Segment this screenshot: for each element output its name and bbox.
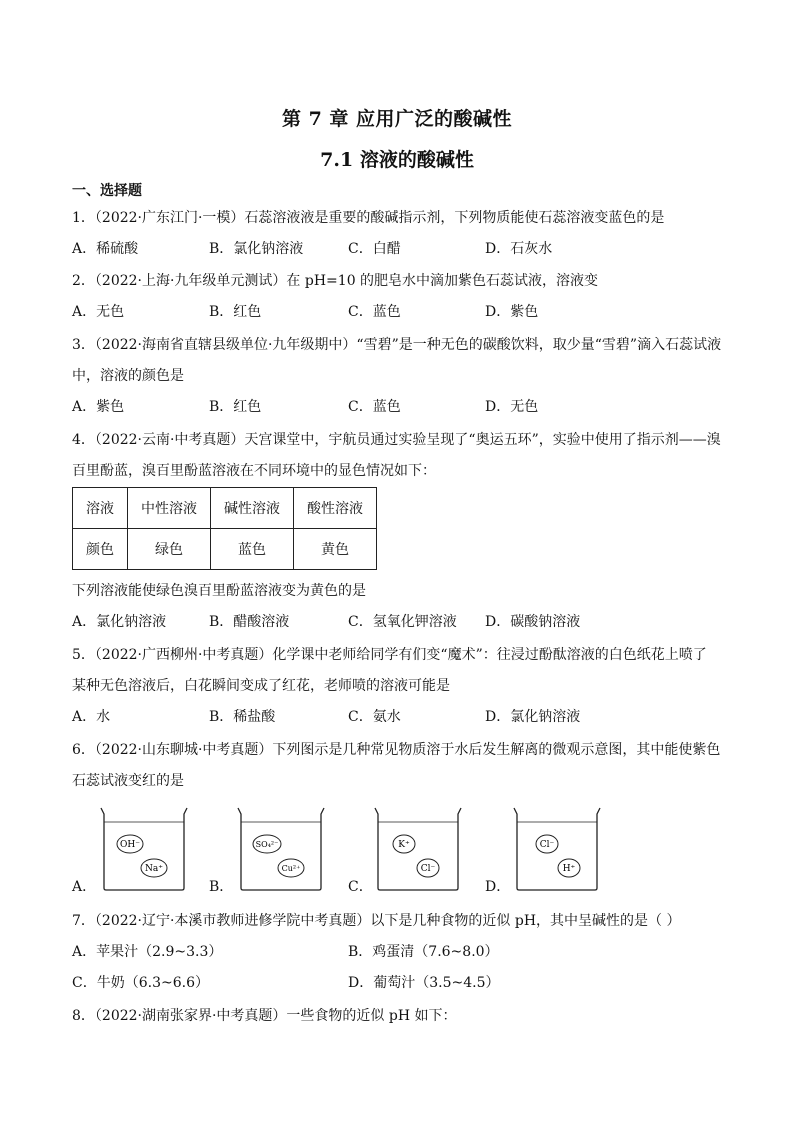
- q3-option-d[interactable]: D．无色: [485, 399, 539, 415]
- ion-label: SO₄²⁻: [255, 840, 279, 849]
- q4-option-d[interactable]: D．碳酸钠溶液: [485, 614, 581, 630]
- q7-option-b[interactable]: B．鸡蛋清（7.6~8.0）: [348, 944, 499, 960]
- q1-option-b[interactable]: B．氯化钠溶液: [209, 241, 304, 257]
- table-cell: 溶液: [73, 488, 128, 529]
- ion-label: Cl⁻: [420, 864, 436, 874]
- q7-option-d[interactable]: D．葡萄汁（3.5~4.5）: [348, 975, 500, 991]
- q1-option-d[interactable]: D．石灰水: [485, 241, 553, 257]
- ion-label: Cl⁻: [539, 840, 555, 850]
- question-8-text: 8．（2022·湖南张家界·中考真题）一些食物的近似 pH 如下：: [72, 1008, 457, 1024]
- section-heading: 一、选择题: [72, 183, 142, 199]
- table-cell: 绿色: [128, 529, 211, 570]
- q7-option-c[interactable]: C．牛奶（6.3~6.6）: [72, 975, 209, 991]
- ion-label: Cu²⁺: [281, 864, 301, 873]
- q6-option-b[interactable]: B．: [209, 879, 234, 895]
- q5-option-c[interactable]: C．氨水: [348, 709, 401, 725]
- beaker-b[interactable]: [235, 806, 327, 892]
- table-cell: 碱性溶液: [211, 488, 294, 529]
- q3-option-a[interactable]: A．紫色: [72, 399, 125, 415]
- q3-option-c[interactable]: C．蓝色: [348, 399, 401, 415]
- chapter-title: 第 7 章 应用广泛的酸碱性: [281, 108, 513, 130]
- indicator-color-table: [72, 487, 377, 570]
- q6-option-c[interactable]: C．: [348, 879, 373, 895]
- q5-option-b[interactable]: B．稀盐酸: [209, 709, 276, 725]
- q5-option-d[interactable]: D．氯化钠溶液: [485, 709, 581, 725]
- question-4-text: 4．（2022·云南·中考真题）天宫课堂中，宇航员通过实验呈现了“奥运五环”，实验中使用了指示剂——溴: [72, 432, 721, 448]
- q4-option-c[interactable]: C．氢氧化钾溶液: [348, 614, 457, 630]
- table-cell: 蓝色: [211, 529, 294, 570]
- question-6-text-cont: 石蕊试液变红的是: [72, 773, 184, 789]
- q2-option-a[interactable]: A．无色: [72, 304, 125, 320]
- question-4-text-cont: 百里酚蓝，溴百里酚蓝溶液在不同环境中的显色情况如下：: [72, 463, 436, 479]
- q2-option-b[interactable]: B．红色: [209, 304, 262, 320]
- question-3-text: 3．（2022·海南省直辖县级单位·九年级期中）“雪碧”是一种无色的碳酸饮料，取少量“雪碧”滴入石蕊试液: [72, 337, 722, 353]
- q6-option-d[interactable]: D．: [485, 879, 511, 895]
- q6-option-a[interactable]: A．: [72, 879, 97, 895]
- ion-label: OH⁻: [120, 840, 140, 850]
- beaker-c[interactable]: [372, 806, 464, 892]
- q4-option-b[interactable]: B．醋酸溶液: [209, 614, 290, 630]
- table-cell: 酸性溶液: [294, 488, 377, 529]
- ion-label: K⁺: [398, 840, 410, 850]
- q5-option-a[interactable]: A．水: [72, 709, 111, 725]
- question-4-prompt: 下列溶液能使绿色溴百里酚蓝溶液变为黄色的是: [72, 583, 366, 599]
- question-7-text: 7．（2022·辽宁·本溪市教师进修学院中考真题）以下是几种食物的近似 pH，其中呈碱性的是（ ）: [72, 913, 681, 929]
- table-cell: 颜色: [73, 529, 128, 570]
- section-title: 7.1 溶液的酸碱性: [320, 149, 474, 171]
- q1-option-a[interactable]: A．稀硫酸: [72, 241, 139, 257]
- table-cell: 黄色: [294, 529, 377, 570]
- table-row: [73, 529, 377, 570]
- q1-option-c[interactable]: C．白醋: [348, 241, 401, 257]
- question-5-text: 5．（2022·广西柳州·中考真题）化学课中老师给同学有们变“魔术”：往浸过酚酞溶液的白色纸花上喷了: [72, 647, 707, 663]
- q7-option-a[interactable]: A．苹果汁（2.9~3.3）: [72, 944, 223, 960]
- q2-option-d[interactable]: D．紫色: [485, 304, 539, 320]
- q2-option-c[interactable]: C．蓝色: [348, 304, 401, 320]
- q4-option-a[interactable]: A．氯化钠溶液: [72, 614, 167, 630]
- table-row: [73, 488, 377, 529]
- question-6-text: 6．（2022·山东聊城·中考真题）下列图示是几种常见物质溶于水后发生解离的微观示意图，其中能使紫色: [72, 742, 721, 758]
- ion-label: H⁺: [562, 864, 576, 874]
- question-1-text: 1．（2022·广东江门·一模）石蕊溶液液是重要的酸碱指示剂，下列物质能使石蕊溶液变蓝色的是: [72, 210, 665, 226]
- question-2-text: 2．（2022·上海·九年级单元测试）在 pH=10 的肥皂水中滴加紫色石蕊试液，溶液变: [72, 273, 599, 289]
- table-cell: 中性溶液: [128, 488, 211, 529]
- question-3-text-cont: 中，溶液的颜色是: [72, 368, 184, 384]
- beaker-d[interactable]: [511, 806, 603, 892]
- beaker-a[interactable]: [98, 806, 190, 892]
- ion-label: Na⁺: [145, 864, 163, 874]
- q3-option-b[interactable]: B．红色: [209, 399, 262, 415]
- question-5-text-cont: 某种无色溶液后，白花瞬间变成了红花，老师喷的溶液可能是: [72, 678, 450, 694]
